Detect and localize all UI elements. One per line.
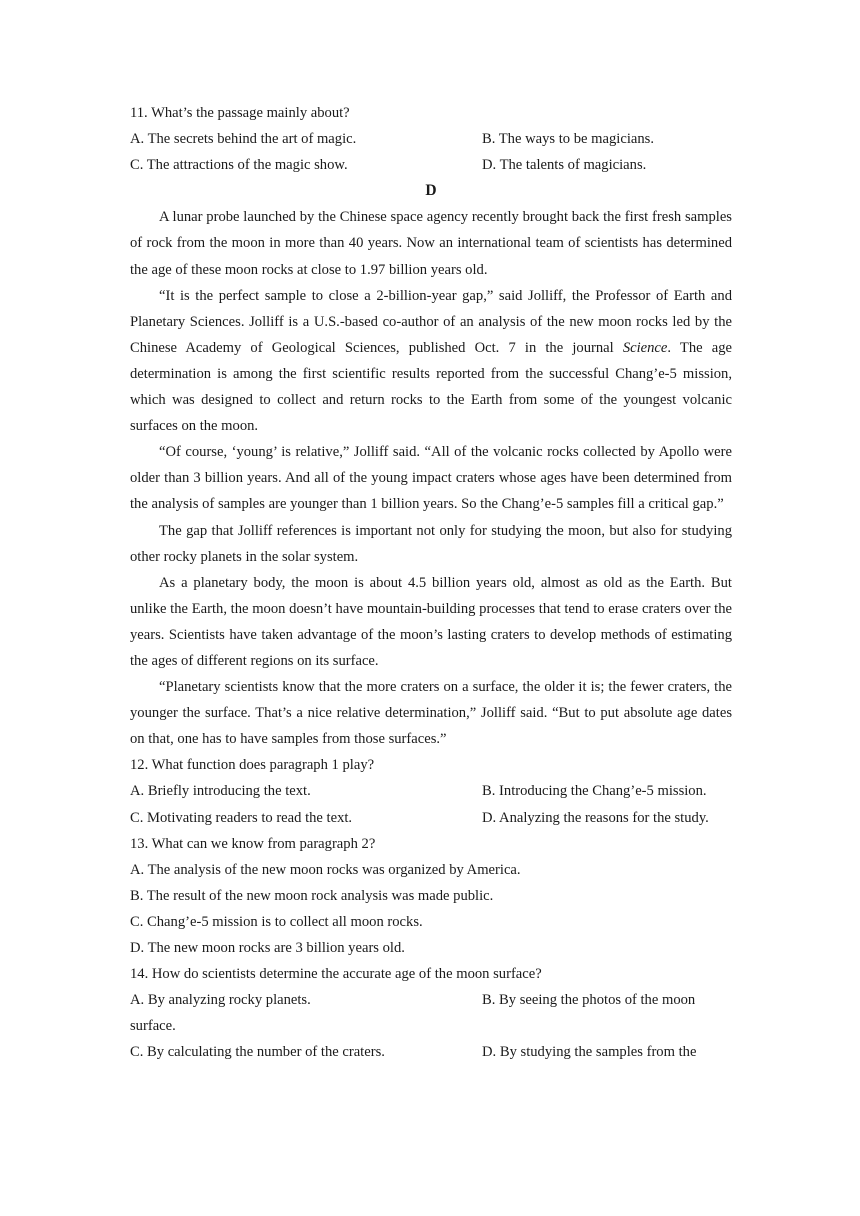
paragraph-2-text-end: . The age determination is among the first scientific results reported from the successful Chang’e-5 mission, which was designed to collect and return rocks to the Earth from some of the youngest volcanic surfaces on the moon. <box>130 339 732 435</box>
question-14-option-c: C. By calculating the number of the craters. <box>130 1044 385 1061</box>
question-14-option-d: D. By studying the samples from the <box>482 1044 697 1061</box>
passage-paragraph-3: “Of course, ‘young’ is relative,” Jolliff said. “All of the volcanic rocks collected by Apollo were older than 3 billion years. And all of the young impact craters whose ages have been determined from the analysis of samples are younger than 1 billion years. So the Chang’e-5 samples fill a critical gap.” <box>130 444 732 513</box>
question-12-option-d: D. Analyzing the reasons for the study. <box>482 809 709 826</box>
question-11-option-d: D. The talents of magicians. <box>482 157 647 174</box>
question-12-option-c: C. Motivating readers to read the text. <box>130 809 353 826</box>
question-13-stem: 13. What can we know from paragraph 2? <box>130 835 376 852</box>
question-12-stem: 12. What function does paragraph 1 play? <box>130 757 375 774</box>
question-11-option-b: B. The ways to be magicians. <box>482 131 654 148</box>
question-14-option-b-continued: surface. <box>130 1018 176 1035</box>
question-12-option-a: A. Briefly introducing the text. <box>130 783 311 800</box>
passage-paragraph-1: A lunar probe launched by the Chinese space agency recently brought back the first fresh samples of rock from the moon in more than 40 years. Now an international team of scientists has determined the age of these moon rocks at close to 1.97 billion years old. <box>130 209 732 278</box>
question-13-option-d: D. The new moon rocks are 3 billion years old. <box>130 940 405 956</box>
passage-paragraph-2 <box>130 283 732 440</box>
journal-name: Science <box>622 339 668 356</box>
question-12-option-b: B. Introducing the Chang’e-5 mission. <box>482 783 707 800</box>
question-14-stem: 14. How do scientists determine the accurate age of the moon surface? <box>130 966 542 983</box>
question-14-option-a: A. By analyzing rocky planets. <box>130 992 311 1009</box>
question-12-options-row-2 <box>130 805 732 831</box>
passage-paragraph-4: The gap that Jolliff references is important not only for studying the moon, but also for studying other rocky planets in the solar system. <box>130 522 732 565</box>
question-11-option-c: C. The attractions of the magic show. <box>130 157 348 174</box>
question-11-stem: 11. What’s the passage mainly about? <box>130 105 350 121</box>
paragraph-2-text-start: “It is the perfect sample to close a 2-billion-year gap,” said Jolliff, the Professor of Earth and Planetary Sciences. Jolliff is a U.S.-based co-author of an analysis of the new moon rocks led by the Chinese Academy of Geological Sciences, published Oct. 7 in the journal <box>130 287 732 356</box>
question-14-option-b: B. By seeing the photos of the moon <box>482 992 696 1009</box>
exam-page <box>130 100 732 1065</box>
question-14-options-row-1 <box>130 987 732 1013</box>
section-heading: D <box>425 182 437 200</box>
question-13-option-b: B. The result of the new moon rock analysis was made public. <box>130 887 494 904</box>
question-13-option-a: A. The analysis of the new moon rocks was organized by America. <box>130 861 521 878</box>
passage-paragraph-6: “Planetary scientists know that the more craters on a surface, the older it is; the fewer craters, the younger the surface. That’s a nice relative determination,” Jolliff said. “But to put absolute age dates on that, one has to have samples from those surfaces.” <box>130 679 732 748</box>
question-14-options-row-2 <box>130 1039 732 1065</box>
question-11-options-row-1 <box>130 126 732 152</box>
question-13-option-c: C. Chang’e-5 mission is to collect all moon rocks. <box>130 913 423 930</box>
passage-paragraph-5: As a planetary body, the moon is about 4.5 billion years old, almost as old as the Earth. But unlike the Earth, the moon doesn’t have mountain-building processes that tend to erase craters over the years. Scientists have taken advantage of the moon’s lasting craters to develop methods of estimating the ages of different regions on its surface. <box>130 574 732 669</box>
question-11-options-row-2 <box>130 152 732 178</box>
question-12-options-row-1 <box>130 778 732 804</box>
question-11-option-a: A. The secrets behind the art of magic. <box>130 131 357 148</box>
